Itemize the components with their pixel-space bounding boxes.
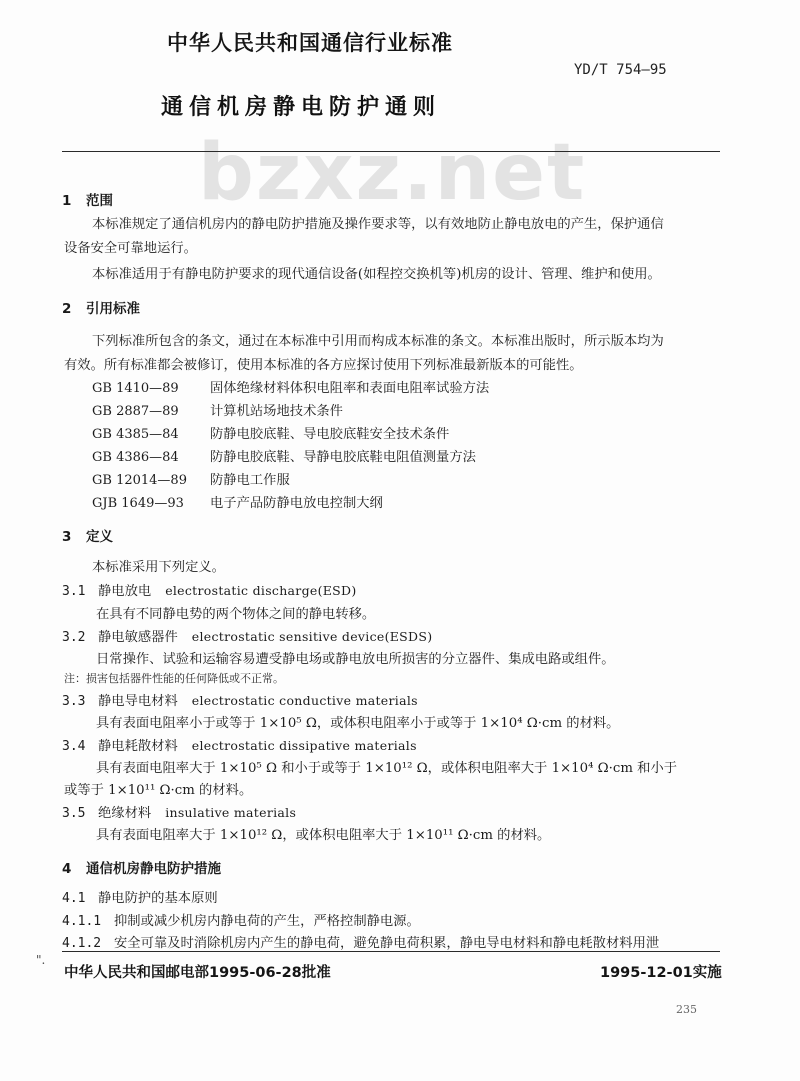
section-number: 2 bbox=[62, 301, 72, 317]
margin-mark: ". bbox=[36, 953, 46, 967]
reference-title: 防静电工作服 bbox=[210, 473, 290, 488]
section-title: 通信机房静电防护措施 bbox=[86, 861, 221, 877]
definition-text: 具有表面电阻率大于 1×10¹² Ω，或体积电阻率大于 1×10¹¹ Ω·cm 的材料。 bbox=[96, 828, 551, 843]
paragraph: 设备安全可靠地运行。 bbox=[64, 241, 197, 256]
clause bbox=[62, 887, 218, 906]
term-chinese: 静电敏感器件 bbox=[98, 630, 178, 645]
watermark: bzxz.net bbox=[198, 128, 587, 218]
definition-text: 具有表面电阻率小于或等于 1×10⁵ Ω，或体积电阻率小于或等于 1×10⁴ Ω·cm 的材料。 bbox=[96, 716, 620, 731]
reference-title: 计算机站场地技术条件 bbox=[210, 404, 343, 419]
definition-heading bbox=[62, 735, 417, 754]
section-3-heading bbox=[62, 525, 113, 545]
term-english: electrostatic dissipative materials bbox=[191, 738, 417, 753]
definition-text: 日常操作、试验和运输容易遭受静电场或静电放电所损害的分立器件、集成电路或组件。 bbox=[96, 652, 615, 667]
reference-code: GB 12014—89 bbox=[92, 473, 187, 488]
term-chinese: 静电导电材料 bbox=[98, 694, 178, 709]
term-chinese: 静电放电 bbox=[98, 584, 152, 599]
clause bbox=[62, 910, 420, 929]
definition-text: 具有表面电阻率大于 1×10⁵ Ω 和小于或等于 1×10¹² Ω，或体积电阻率大于 1×10⁴ Ω·cm 和小于 bbox=[96, 761, 678, 776]
clause-number: 3.4 bbox=[62, 739, 86, 754]
reference-title: 固体绝缘材料体积电阻率和表面电阻率试验方法 bbox=[210, 381, 490, 396]
clause-text: 抑制或减少机房内静电荷的产生，严格控制静电源。 bbox=[114, 914, 420, 929]
reference-code: GJB 1649—93 bbox=[92, 496, 184, 511]
reference-title: 电子产品防静电放电控制大纲 bbox=[210, 496, 383, 511]
definition-heading bbox=[62, 580, 357, 599]
document-title: 通信机房静电防护通则 bbox=[161, 95, 442, 120]
paragraph: 有效。所有标准都会被修订，使用本标准的各方应探讨使用下列标准最新版本的可能性。 bbox=[64, 358, 583, 373]
reference-item bbox=[92, 400, 343, 419]
reference-code: GB 2887—89 bbox=[92, 404, 179, 419]
implementation-date: 1995-12-01实施 bbox=[600, 965, 722, 981]
section-number: 1 bbox=[62, 193, 72, 209]
footer-rule bbox=[62, 951, 720, 952]
issuing-organization: 中华人民共和国通信行业标准 bbox=[167, 31, 453, 55]
approval-statement: 中华人民共和国邮电部1995-06-28批准 bbox=[64, 965, 331, 981]
definition-heading bbox=[62, 626, 432, 645]
clause-text: 静电防护的基本原则 bbox=[98, 891, 218, 906]
reference-title: 防静电胶底鞋、导电胶底鞋安全技术条件 bbox=[210, 427, 450, 442]
clause-number: 3.3 bbox=[62, 694, 86, 709]
reference-item bbox=[92, 492, 383, 511]
clause-number: 3.5 bbox=[62, 806, 86, 821]
header-rule bbox=[62, 151, 720, 152]
reference-item bbox=[92, 469, 290, 488]
definition-note: 注：损害包括器件性能的任何降低或不正常。 bbox=[64, 672, 284, 685]
clause-number: 3.2 bbox=[62, 630, 86, 645]
section-number: 3 bbox=[62, 529, 72, 545]
reference-item bbox=[92, 446, 476, 465]
term-english: insulative materials bbox=[165, 805, 297, 820]
section-4-heading bbox=[62, 857, 221, 877]
paragraph: 本标准规定了通信机房内的静电防护措施及操作要求等，以有效地防止静电放电的产生，保护通信 bbox=[92, 217, 664, 232]
reference-code: GB 4385—84 bbox=[92, 427, 179, 442]
section-number: 4 bbox=[62, 861, 72, 877]
section-title: 范围 bbox=[86, 193, 113, 209]
clause-number: 4.1 bbox=[62, 891, 86, 906]
term-english: electrostatic discharge(ESD) bbox=[165, 583, 357, 598]
definition-heading bbox=[62, 690, 418, 709]
reference-code: GB 1410—89 bbox=[92, 381, 179, 396]
paragraph: 本标准适用于有静电防护要求的现代通信设备(如程控交换机等)机房的设计、管理、维护和使用。 bbox=[92, 267, 661, 282]
clause-number: 3.1 bbox=[62, 584, 86, 599]
term-chinese: 绝缘材料 bbox=[98, 806, 152, 821]
section-1-heading bbox=[62, 189, 113, 209]
definition-text: 在具有不同静电势的两个物体之间的静电转移。 bbox=[96, 607, 376, 622]
term-chinese: 静电耗散材料 bbox=[98, 739, 178, 754]
reference-item bbox=[92, 423, 449, 442]
reference-title: 防静电胶底鞋、导静电胶底鞋电阻值测量方法 bbox=[210, 450, 476, 465]
clause bbox=[62, 932, 659, 951]
section-2-heading bbox=[62, 297, 140, 317]
paragraph: 下列标准所包含的条文，通过在本标准中引用而构成本标准的条文。本标准出版时，所示版本均为 bbox=[92, 334, 664, 349]
definition-heading bbox=[62, 802, 296, 821]
term-english: electrostatic conductive materials bbox=[191, 693, 418, 708]
clause-text: 安全可靠及时消除机房内产生的静电荷，避免静电荷积累，静电导电材料和静电耗散材料用泄 bbox=[114, 936, 660, 951]
page-number: 235 bbox=[676, 1003, 697, 1016]
section-title: 定义 bbox=[86, 529, 113, 545]
section-title: 引用标准 bbox=[86, 301, 140, 317]
term-english: electrostatic sensitive device(ESDS) bbox=[191, 629, 433, 644]
reference-item bbox=[92, 377, 489, 396]
paragraph: 本标准采用下列定义。 bbox=[92, 560, 225, 575]
definition-text: 或等于 1×10¹¹ Ω·cm 的材料。 bbox=[64, 783, 253, 798]
clause-number: 4.1.2 bbox=[62, 936, 102, 951]
standard-code: YD/T 754—95 bbox=[574, 62, 667, 78]
clause-number: 4.1.1 bbox=[62, 914, 102, 929]
reference-code: GB 4386—84 bbox=[92, 450, 179, 465]
